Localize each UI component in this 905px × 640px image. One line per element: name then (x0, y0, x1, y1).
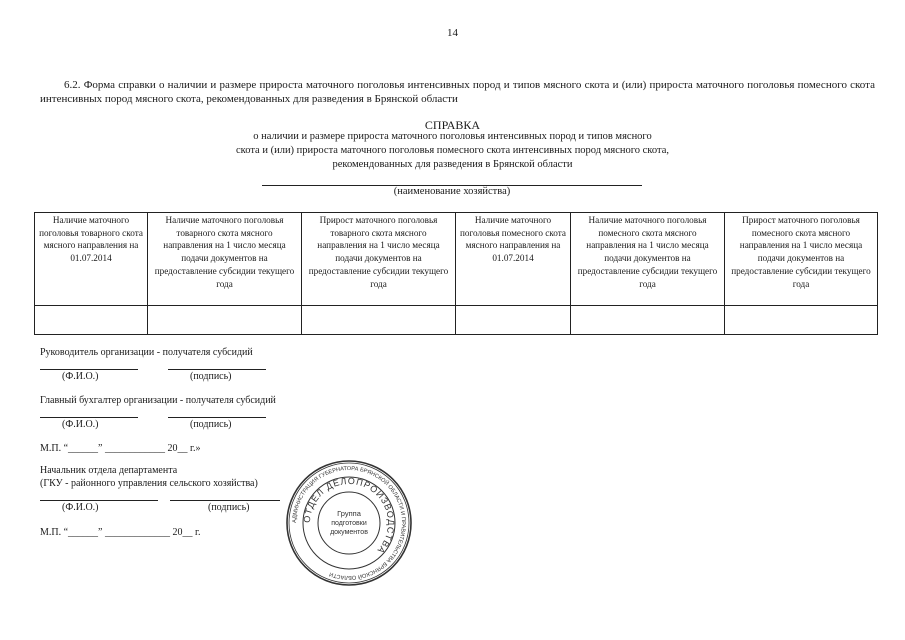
head-signature-line (168, 369, 266, 370)
table-header-cell: Наличие маточного поголовья помесного скота мясного направления на 1 число месяца подачи документов на предоставление субсидии текущего года (571, 213, 725, 306)
accountant-fio-line (40, 417, 138, 418)
department-stamp (284, 458, 414, 588)
dept-head-title-1: Начальник отдела департамента (40, 465, 178, 476)
page-number: 14 (447, 27, 458, 39)
table-header-cell: Прирост маточного поголовья помесного скота мясного направления на 1 число месяца подачи документов на предоставление субсидии текущего года (725, 213, 878, 306)
farm-name-label: (наименование хозяйства) (393, 186, 511, 197)
head-signature-label: (подпись) (190, 371, 232, 382)
intro-paragraph: 6.2. Форма справки о наличии и размере прироста маточного поголовья интенсивных пород и типов мясного скота и (или) прироста маточного поголовья помесного скота интенсивных пород мясного скота, рекомендованных для разведения в Брянской области (40, 79, 875, 105)
subtitle-line: о наличии и размере прироста маточного поголовья интенсивных пород и типов мясного (253, 131, 652, 142)
accountant-signature-label: (подпись) (190, 419, 232, 430)
dept-head-fio-label: (Ф.И.О.) (62, 502, 99, 513)
table-cell[interactable] (725, 306, 878, 335)
table-cell[interactable] (35, 306, 148, 335)
table-header-cell: Прирост маточного поголовья товарного скота мясного направления на 1 число месяца подачи документов на предоставление субсидии текущего года (302, 213, 456, 306)
stamp-center-line: Группа (337, 509, 361, 518)
dept-head-signature-label: (подпись) (208, 502, 250, 513)
head-fio-label: (Ф.И.О.) (62, 371, 99, 382)
livestock-table (34, 212, 878, 335)
table-cell[interactable] (571, 306, 725, 335)
dept-head-fio-line (40, 500, 158, 501)
table-header-cell: Наличие маточного поголовья товарного скота мясного направления на 1 число месяца подачи документов на предоставление субсидии текущего года (148, 213, 302, 306)
accountant-fio-label: (Ф.И.О.) (62, 419, 99, 430)
dept-head-signature-line (170, 500, 280, 501)
accountant-signature-line (168, 417, 266, 418)
head-title: Руководитель организации - получателя субсидий (40, 347, 253, 358)
stamp-outer-text: АДМИНИСТРАЦИЯ ГУБЕРНАТОРА БРЯНСКОЙ ОБЛАСТИ И ПРАВИТЕЛЬСТВА БРЯНСКОЙ ОБЛАСТИ (291, 465, 407, 581)
document-title: СПРАВКА (424, 118, 481, 132)
stamp-place-line-1: М.П. “______” ____________ 20__ г.» (40, 443, 201, 454)
table-header-row (35, 213, 878, 306)
head-fio-line (40, 369, 138, 370)
table-cell[interactable] (148, 306, 302, 335)
stamp-center-line: подготовки (331, 520, 367, 527)
stamp-place-line-2: М.П. “______” _____________ 20__ г. (40, 527, 201, 538)
table-cell[interactable] (302, 306, 456, 335)
table-header-cell: Наличие маточного поголовья помесного скота мясного направления на 01.07.2014 (456, 213, 571, 306)
accountant-title: Главный бухгалтер организации - получателя субсидий (40, 395, 276, 406)
stamp-inner-text: ОТДЕЛ ДЕЛОПРОИЗВОДСТВА (301, 475, 397, 556)
dept-head-title-2: (ГКУ - районного управления сельского хозяйства) (40, 478, 258, 489)
subtitle-line: рекомендованных для разведения в Брянской области (332, 159, 573, 170)
document-subtitle (120, 130, 785, 172)
table-row (35, 306, 878, 335)
stamp-center-line: документов (330, 529, 368, 536)
subtitle-line: скота и (или) прироста маточного поголовья помесного скота интенсивных пород мясного скота, (236, 145, 669, 156)
table-cell[interactable] (456, 306, 571, 335)
table-header-cell: Наличие маточного поголовья товарного скота мясного направления на 01.07.2014 (35, 213, 148, 306)
